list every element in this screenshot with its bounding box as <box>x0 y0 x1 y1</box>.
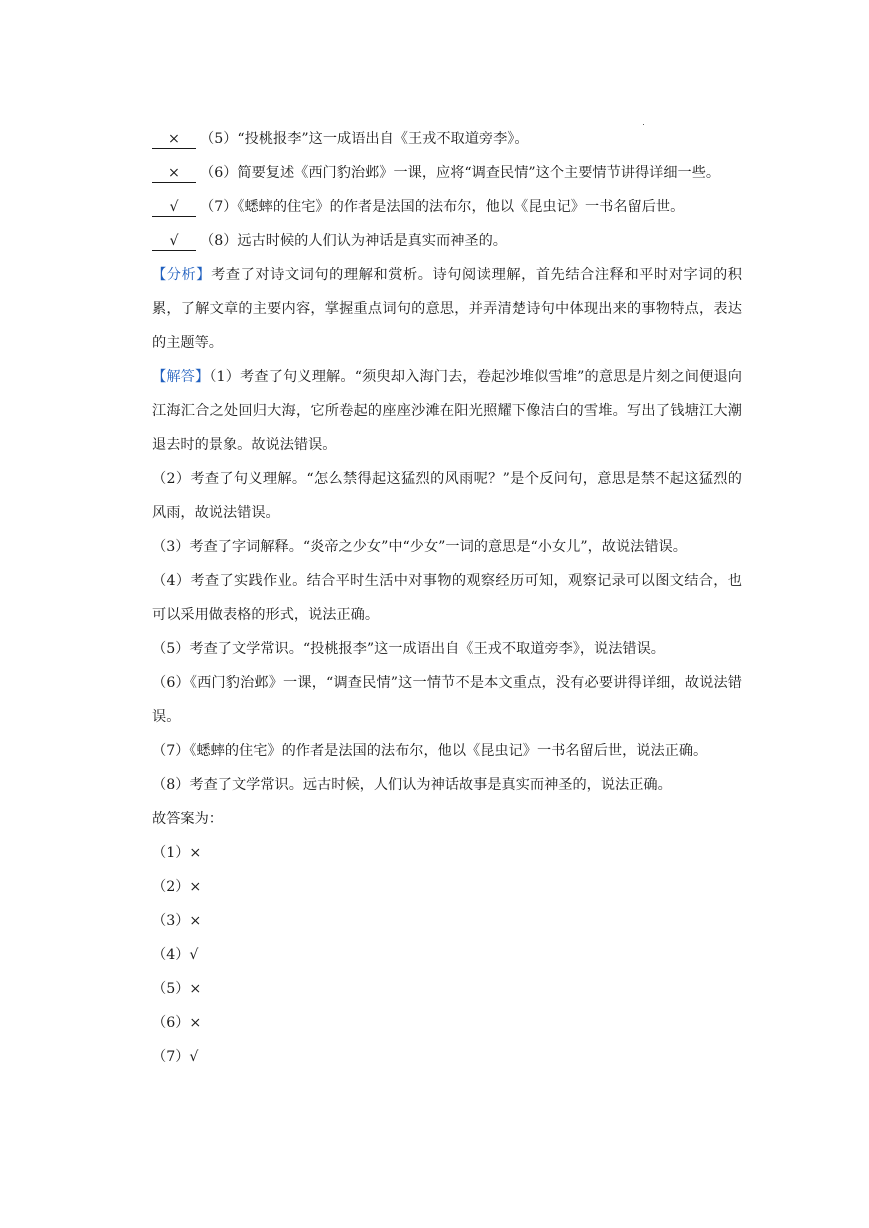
judgment-item <box>152 190 742 224</box>
solution-item: （3）考查了字词解释。“炎帝之少女”中“少女”一词的意思是“小女儿”，故说法错误。 <box>152 539 687 555</box>
judgment-item <box>152 156 742 190</box>
answer-item: （3）× <box>152 913 202 929</box>
answer-item: （5）× <box>152 981 202 997</box>
solution-first-text: （1）考查了句义理解。“须臾却入海门去，卷起沙堆似雪堆”的意思是片刻之间便退向江海汇合之处回归大海，它所卷起的座座沙滩在阳光照耀下像洁白的雪堆。写出了钱塘江大潮退去时的景象。故说法错误。 <box>152 369 742 453</box>
answer-item: （4）√ <box>152 947 199 963</box>
answer-blank: √ <box>152 198 196 217</box>
solution-item: （6）《西门豹治邺》一课，“调查民情”这一情节不是本文重点，没有必要讲得详细，故说法错误。 <box>152 675 742 725</box>
analysis-paragraph <box>152 258 742 360</box>
solution-item: （5）考查了文学常识。“投桃报李”这一成语出自《王戎不取道旁李》，说法错误。 <box>152 641 665 657</box>
solution-item: （7）《蟋蟀的住宅》的作者是法国的法布尔，他以《昆虫记》一书名留后世，说法正确。 <box>152 743 708 759</box>
solution-item: （4）考查了实践作业。结合平时生活中对事物的观察经历可知，观察记录可以图文结合，也可以采用做表格的形式，说法正确。 <box>152 573 742 623</box>
judgment-item <box>152 224 742 258</box>
document-content <box>152 122 742 1074</box>
answer-item: （2）× <box>152 879 202 895</box>
analysis-label: 【分析】 <box>152 267 212 283</box>
solution-item: （8）考查了文学常识。远古时候，人们认为神话故事是真实而神圣的，说法正确。 <box>152 777 672 793</box>
judgment-text: （6）简要复述《西门豹治邺》一课，应将“调查民情”这个主要情节讲得详细一些。 <box>200 165 721 181</box>
judgment-text: （8）远古时候的人们认为神话是真实而神圣的。 <box>200 233 507 249</box>
judgment-text: （7）《蟋蟀的住宅》的作者是法国的法布尔，他以《昆虫记》一书名留后世。 <box>200 199 685 215</box>
answer-intro: 故答案为： <box>152 811 223 827</box>
answer-item: （1）× <box>152 845 202 861</box>
answer-item: （6）× <box>152 1015 202 1031</box>
solution-item: （2）考查了句义理解。“怎么禁得起这猛烈的风雨呢？”是个反问句，意思是禁不起这猛烈的风雨，故说法错误。 <box>152 471 742 521</box>
answer-item: （7）√ <box>152 1049 199 1065</box>
judgment-item <box>152 122 742 156</box>
judgment-text: （5）“投桃报李”这一成语出自《王戎不取道旁李》。 <box>200 131 529 147</box>
solution-paragraph <box>152 360 742 462</box>
analysis-text: 考查了对诗文词句的理解和赏析。诗句阅读理解，首先结合注释和平时对字词的积累，了解文章的主要内容，掌握重点词句的意思，并弄清楚诗句中体现出来的事物特点，表达的主题等。 <box>152 267 742 351</box>
answer-blank: √ <box>152 232 196 251</box>
answer-blank: × <box>152 130 196 149</box>
solution-label: 【解答】 <box>152 369 210 385</box>
answer-blank: × <box>152 164 196 183</box>
